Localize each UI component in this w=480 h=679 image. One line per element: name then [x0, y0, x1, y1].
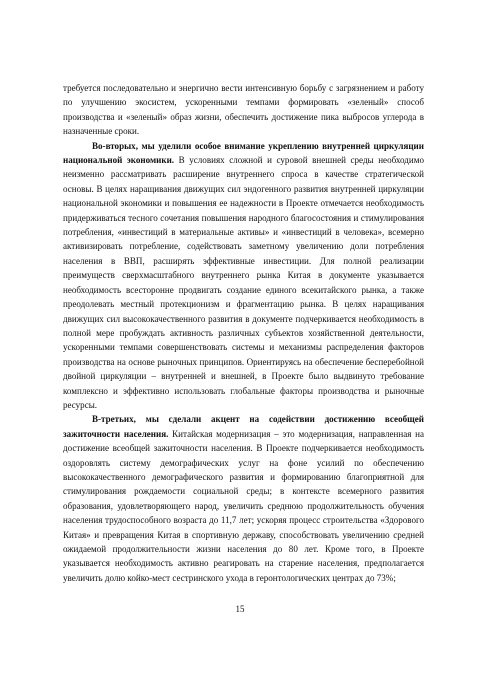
paragraph-2-lead: Во-вторых, мы уделили особое внимание укреплению внутренней циркуляции национальной экономики. [63, 140, 424, 166]
page-number: 15 [235, 604, 245, 614]
paragraph-2 [63, 139, 424, 413]
paragraph-1-text: требуется последовательно и энергично вести интенсивную борьбу с загрязнением и работу по улучшению экосистем, ускоренными темпами формировать «зеленый» способ производства и «зеленый» образ жизни, обеспечить достижение пика выбросов углерода в назначенные сроки. [63, 83, 424, 137]
paragraph-3-text: Китайская модернизация – это модернизация, направленная на достижение всеобщей зажиточности населения. В Проекте подчеркивается необходимость оздоровлять систему демографических услуг на фоне усилий по обеспечению высококачественного демографического развития и формированию благоприятной для стимулирования рождаемости социальной среды; в контексте всемерного развития образования, удовлетворяющего народ, увеличить среднюю продолжительность обучения населения трудоспособного возраста до 11,7 лет; ускоряя процесс строительства «Здорового Китая» и превращения Китая в спортивную державу, способствовать увеличению средней ожидаемой продолжительности жизни населения до 80 лет. Кроме того, в Проекте указывается необходимость активно реагировать на старение населения, предполагается увеличить долю койко-мест сестринского ухода в геронтологических центрах до 73%; [63, 428, 424, 583]
paragraph-2-text: В условиях сложной и суровой внешней среды необходимо неизменно рассматривать расширение внутреннего спроса в качестве стратегической основы. В целях наращивания движущих сил эндогенного развития внутренней циркуляции национальной экономики и повышения ее надежности в Проекте отмечается необходимость придерживаться тесного сочетания повышения народного благосостояния и стимулирования потребления, «инвестиций в материальные активы» и «инвестиций в человека», всемерно активизировать потребление, содействовать заметному увеличению доли потребления населения в ВВП, расширять эффективные инвестиции. Для полной реализации преимуществ сверхмасштабного внутреннего рынка Китая в документе указывается необходимость всесторонне продвигать создание единого всекитайского рынка, а также преодолевать местный протекционизм и фрагментацию рынка. В целях наращивания движущих сил высококачественного развития в документе подчеркивается необходимость в полной мере пробуждать активность различных субъектов хозяйственной деятельности, ускоренными темпами совершенствовать системы и механизмы распределения факторов производства на основе рыночных принципов. Ориентируясь на обеспечение бесперебойной двойной циркуляции – внутренней и внешней, в Проекте было выдвинуто требование комплексно и эффективно использовать глобальные факторы производства и рыночные ресурсы. [63, 155, 424, 410]
paragraph-3 [63, 412, 424, 585]
paragraph-1 [63, 81, 424, 139]
paragraph-3-lead: В-третьих, мы сделали акцент на содействии достижению всеобщей зажиточности населения. [63, 414, 424, 439]
